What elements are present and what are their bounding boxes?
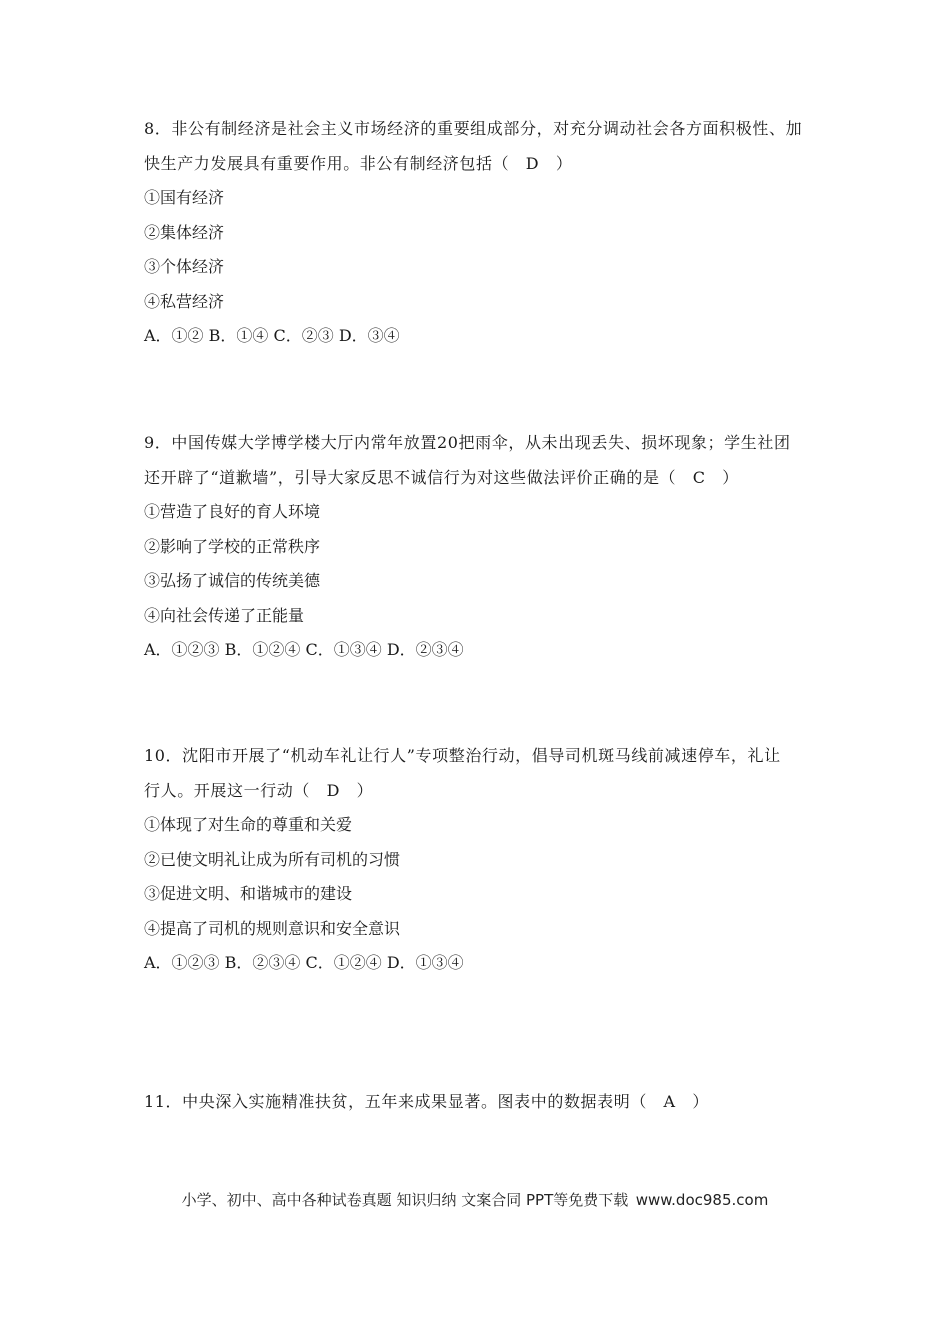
option-item: ④向社会传递了正能量	[144, 605, 305, 625]
question-stem-line: 9．中国传媒大学博学楼大厅内常年放置20把雨伞，从未出现丢失、损坏现象；学生社团	[144, 433, 791, 452]
option-item: ③促进文明、和谐城市的建设	[144, 884, 353, 903]
option-item: ④私营经济	[144, 291, 225, 311]
question-9	[144, 426, 814, 668]
question-11	[144, 1085, 814, 1120]
option-item: ④提高了司机的规则意识和安全意识	[144, 918, 401, 938]
question-10	[144, 739, 814, 981]
option-item: ③弘扬了诚信的传统美德	[144, 571, 321, 590]
option-item: ③个体经济	[144, 257, 225, 276]
option-item: ①营造了良好的育人环境	[144, 502, 321, 521]
option-item: ①体现了对生命的尊重和关爱	[144, 815, 353, 834]
option-item: ②影响了学校的正常秩序	[144, 536, 321, 556]
answer-choices: A．①② B．①④ C．②③ D．③④	[144, 326, 400, 345]
question-stem-line: 快生产力发展具有重要作用。非公有制经济包括（ D ）	[144, 153, 573, 173]
question-stem-line: 8．非公有制经济是社会主义市场经济的重要组成部分，对充分调动社会各方面积极性、加	[144, 119, 803, 138]
question-stem-line: 10．沈阳市开展了“机动车礼让行人”专项整治行动，倡导司机斑马线前减速停车，礼让	[144, 746, 781, 765]
page-footer: 小学、初中、高中各种试卷真题 知识归纳 文案合同 PPT等免费下载 www.doc985.com	[181, 1191, 769, 1209]
answer-choices: A．①②③ B．①②④ C．①③④ D．②③④	[144, 640, 464, 659]
question-8	[144, 112, 814, 354]
option-item: ①国有经济	[144, 188, 225, 207]
question-stem-line: 11．中央深入实施精准扶贫，五年来成果显著。图表中的数据表明（ A ）	[144, 1092, 709, 1111]
option-item: ②集体经济	[144, 222, 225, 242]
option-item: ②已使文明礼让成为所有司机的习惯	[144, 849, 401, 869]
answer-choices: A．①②③ B．②③④ C．①②④ D．①③④	[144, 953, 464, 972]
question-stem-line: 行人。开展这一行动（ D ）	[144, 780, 374, 800]
question-stem-line: 还开辟了“道歉墙”，引导大家反思不诚信行为对这些做法评价正确的是（ C ）	[144, 467, 739, 487]
